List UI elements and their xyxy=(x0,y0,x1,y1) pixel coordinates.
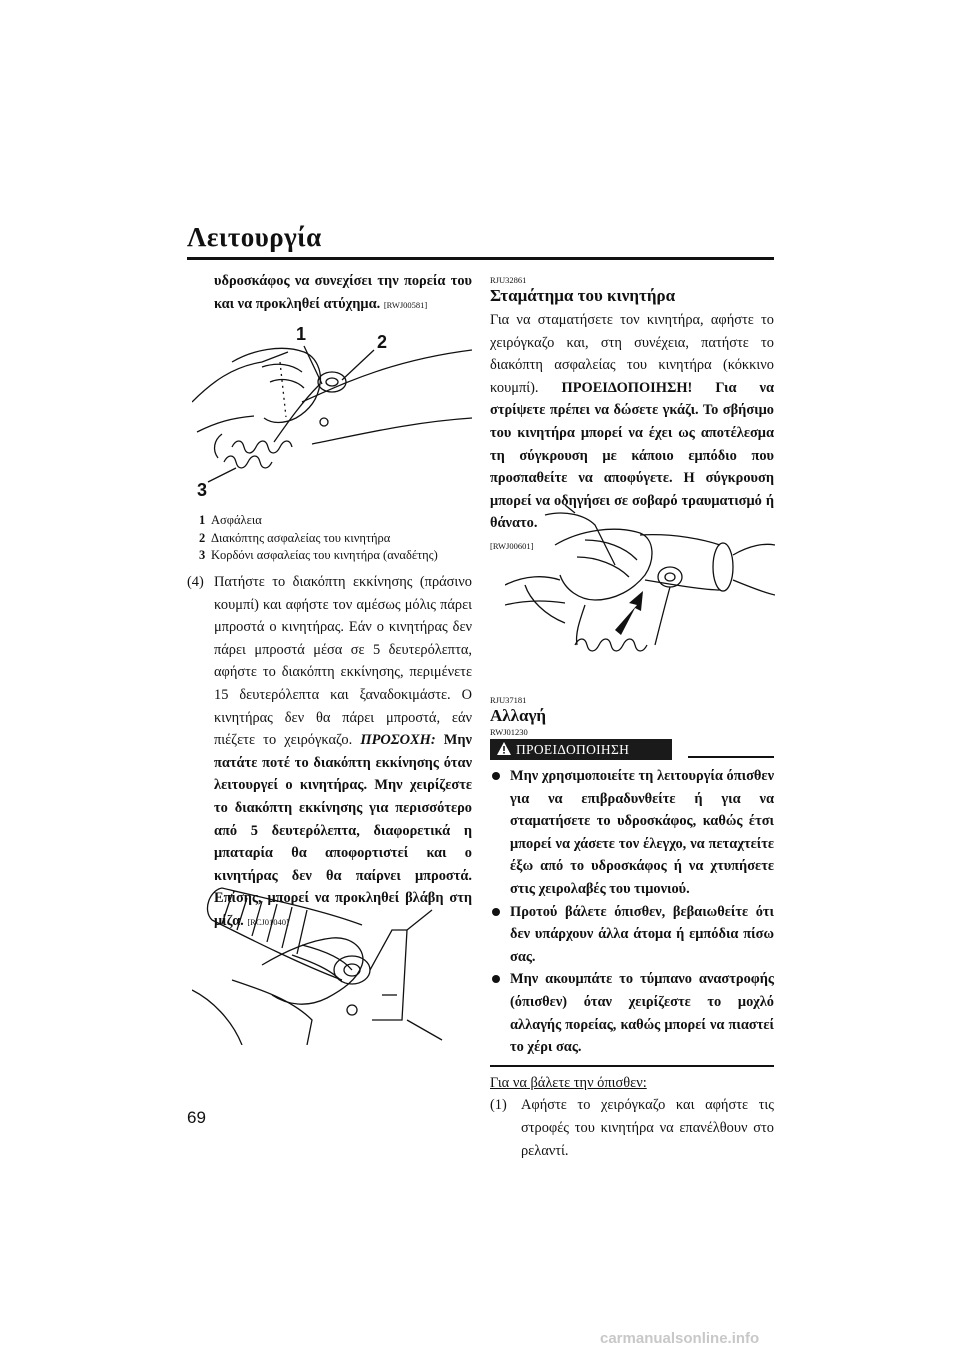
reverse-heading: Για να βάλετε την όπισθεν: xyxy=(490,1074,647,1091)
bullet-icon xyxy=(492,908,500,916)
caution-text: Μην πατάτε ποτέ το διακόπτη εκκίνησης όταν λειτουργεί ο κινητήρας. Μην χειρίζεστε το διακόπτη εκκίνησης για περισσότερο από 5 δευτερόλεπτα, διαφορετικά η μπαταρία θα αποφορτιστεί και ο κινητήρας δεν θα παίρνει μπροστά. Επίσης, μπορεί να προκληθεί βλάβη στη μίζα. xyxy=(214,732,472,929)
warning-list xyxy=(490,765,774,1059)
lanyard-illustration xyxy=(192,322,472,497)
stop-heading: Σταμάτημα του κινητήρα xyxy=(490,286,676,305)
warn-code: RWJ01230 xyxy=(490,727,528,737)
start-button-illustration xyxy=(192,870,472,1045)
list-item: Μην χρησιμοποιείτε τη λειτουργία όπισθεν για να επιβραδυνθείτε ή για να σταματήσετε το υδροσκάφος, καθώς έτσι μπορεί να χάσετε τον έλεγχο, να πεταχτείτε έξω από το υδροσκάφος ή να χτυπήσετε στις χειρολαβές του τιμονιού. xyxy=(490,765,774,901)
bullet-icon xyxy=(492,772,500,780)
stop-code: RJU32861 xyxy=(490,275,527,285)
warning-label: ΠΡΟΕΙΔΟΠΟΙΗΣΗ xyxy=(516,742,630,757)
intro-warning-text xyxy=(187,270,472,316)
step-4-number: (4) xyxy=(187,574,204,590)
legend-item: 1 Ασφάλεια xyxy=(199,513,262,527)
bullet-icon xyxy=(492,975,500,983)
page-title: Λειτουργία xyxy=(187,222,322,252)
change-code: RJU37181 xyxy=(490,695,527,705)
warning-label-box xyxy=(490,739,672,760)
header-rule xyxy=(187,257,774,260)
warning-header xyxy=(490,739,774,761)
intro-bold: υδροσκάφος να συνεχίσει την πορεία του και να προκληθεί ατύχημα. xyxy=(214,273,472,312)
step-4-text: (4) Πατήστε το διακόπτη εκκίνησης (πράσινο κουμπί) και αφήστε τον αμέσως μόλις πάρει μπροστά ο κινητήρας. Εάν ο κινητήρας δεν πάρει μπροστά μέσα σε 5 δευτερόλεπτα, αφήστε το διακόπτη εκκίνησης, περιμένετε 15 δευτερόλεπτα και ξαναδοκιμάστε. Ο κινητήρας δεν θα πάρει μπροστά, εάν πιέζετε το χειρόγκαζο. ΠΡΟΣΟΧΗ: Μην πατάτε ποτέ το διακόπτη εκκίνησης όταν λειτουργεί ο κινητήρας. Μην χειρίζεστε το διακόπτη εκκίνησης για περισσότερο από 5 δευτερόλεπτα, διαφορετικά η μπαταρία θα αποφορτιστεί και ο κινητήρας δεν θα παίρνει μπροστά. Επίσης, μπορεί να προκληθεί βλάβη στη μίζα. [RCJ01040] xyxy=(187,571,472,934)
legend-item: 2 Διακόπτης ασφαλείας του κινητήρα xyxy=(199,530,391,545)
stop-ref: [RWJ00601] xyxy=(490,540,534,551)
legend-item: 3 Κορδόνι ασφαλείας του κινητήρα (αναδέτης) xyxy=(199,548,438,562)
stop-paragraph: Για να σταματήσετε τον κινητήρα, αφήστε το χειρόγκαζο και, στη συνέχεια, πατήστε το διακόπτη ασφαλείας του κινητήρα (κόκκινο κουμπί). ΠΡΟΕΙΔΟΠΟΙΗΣΗ! Για να στρίψετε πρέπει να δώσετε γκάζι. Το σβήσιμο του κινητήρα μπορεί να έχει ως αποτέλεσμα τη σύγκρουση με κάποιο εμπόδιο που προσπαθείτε να αποφύγετε. Η σύγκρουση μπορεί να οδηγήσει σε σοβαρό τραυματισμό ή θάνατο. xyxy=(490,312,774,532)
reverse-step-1-number: (1) xyxy=(490,1097,507,1114)
warning-end-rule xyxy=(490,1065,774,1067)
callout-3: 3 xyxy=(197,480,208,500)
list-item: Μην ακουμπάτε το τύμπανο αναστροφής (όπισθεν) όταν χειρίζεστε το μοχλό αλλαγής πορείας, καθώς μπορεί να πιαστεί το χέρι σας. xyxy=(490,968,774,1058)
left-column xyxy=(187,270,472,316)
change-heading: Αλλαγή xyxy=(490,706,547,725)
figure-legend xyxy=(199,512,472,565)
list-item: Προτού βάλετε όπισθεν, βεβαιωθείτε ότι δεν υπάρχουν άλλα άτομα ή εμπόδια πίσω σας. xyxy=(490,901,774,969)
figure-stop-switch xyxy=(505,505,775,680)
callout-1: 1 xyxy=(296,324,307,344)
stop-warning: ΠΡΟΕΙΔΟΠΟΙΗΣΗ! Για να στρίψετε πρέπει να δώσετε γκάζι. Το σβήσιμο του κινητήρα μπορεί να έχει ως αποτέλεσμα τη σύγκρουση με κάποιο εμπόδιο που προσπαθείτε να αποφύγετε. Η σύγκρουση μπορεί να οδηγήσει σε σοβαρό τραυματισμό ή θάνατο. xyxy=(490,379,774,532)
warning-triangle-icon xyxy=(496,741,512,757)
stop-switch-illustration xyxy=(505,505,775,680)
caution-ref: [RCJ01040] xyxy=(247,916,289,927)
caution-label: ΠΡΟΣΟΧΗ: xyxy=(360,732,436,749)
warning-rule xyxy=(688,756,774,758)
watermark: carmanualsonline.info xyxy=(600,1330,760,1347)
figure-start-button xyxy=(192,870,472,1045)
callout-2: 2 xyxy=(377,332,388,352)
page-number: 69 xyxy=(187,1108,206,1127)
figure-lanyard xyxy=(192,322,472,497)
reverse-step-1: (1) Αφήστε το χειρόγκαζο και αφήστε τις στροφές του κινητήρα να επανέλθουν στο ρελαντί. xyxy=(490,1094,774,1162)
change-section xyxy=(490,695,774,1162)
intro-ref: [RWJ00581] xyxy=(383,299,428,310)
